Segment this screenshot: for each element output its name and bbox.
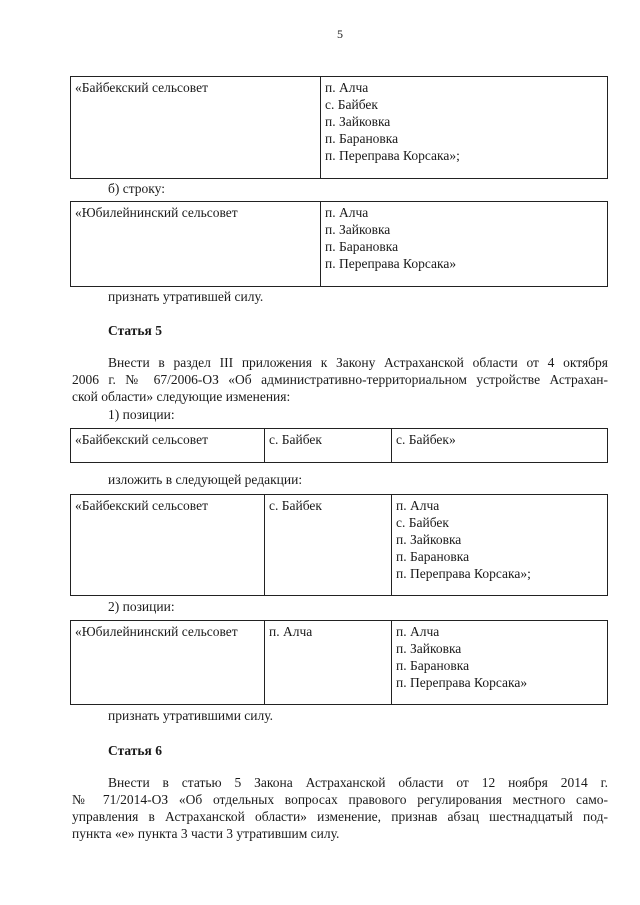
table-position-new bbox=[70, 494, 608, 596]
page-number: 5 bbox=[337, 27, 343, 41]
table-yubileyninsky-settlements bbox=[70, 201, 608, 287]
table-position-yubileyninsky bbox=[70, 620, 608, 705]
article-5-paragraph bbox=[72, 354, 608, 405]
settlement-line: п. Зайковка bbox=[325, 114, 391, 129]
article-5-heading: Статья 5 bbox=[108, 323, 162, 338]
paragraph-line: пункта «е» пункта 3 части 3 утратившим силу. bbox=[72, 826, 340, 841]
table-cell-settlements bbox=[392, 495, 608, 596]
settlement-line: п. Переправа Корсака»; bbox=[325, 148, 460, 163]
table-cell-council: «Байбекский сельсовет bbox=[71, 77, 321, 179]
table-cell-center: п. Алча bbox=[265, 621, 392, 705]
table-cell-council: «Байбекский сельсовет bbox=[71, 429, 265, 463]
settlement-line: с. Байбек bbox=[325, 97, 378, 112]
article-6-heading: Статья 6 bbox=[108, 743, 162, 758]
table-cell-settlements bbox=[321, 202, 608, 287]
table-position-old bbox=[70, 428, 608, 463]
settlement-line: п. Зайковка bbox=[396, 641, 462, 656]
settlement-line: п. Алча bbox=[396, 498, 440, 513]
table-cell-center: с. Байбек bbox=[265, 495, 392, 596]
paragraph-line: № 71/2014-ОЗ «Об отдельных вопросах правового регулирования местного само- bbox=[72, 792, 608, 807]
settlement-line: п. Алча bbox=[325, 205, 369, 220]
settlement-line: п. Переправа Корсака» bbox=[396, 675, 528, 690]
table-cell-settlements bbox=[321, 77, 608, 179]
item-2-label: 2) позиции: bbox=[108, 599, 175, 614]
table-cell-settlements: с. Байбек» bbox=[392, 429, 608, 463]
settlement-line: п. Барановка bbox=[396, 658, 470, 673]
item-1-label: 1) позиции: bbox=[108, 407, 175, 422]
paragraph-line: Внести в раздел III приложения к Закону Астраханской области от 4 октября bbox=[108, 355, 608, 370]
settlement-line: с. Байбек bbox=[396, 515, 449, 530]
settlement-line: п. Барановка bbox=[325, 239, 399, 254]
declare-invalid-text: признать утратившей силу. bbox=[108, 289, 264, 304]
paragraph-line: ской области» следующие изменения: bbox=[72, 389, 291, 404]
table-cell-council: «Байбекский сельсовет bbox=[71, 495, 265, 596]
table-cell-settlements bbox=[392, 621, 608, 705]
settlement-line: п. Переправа Корсака»; bbox=[396, 566, 531, 581]
settlement-line: п. Зайковка bbox=[325, 222, 391, 237]
settlement-line: п. Алча bbox=[396, 624, 440, 639]
item-b-label: б) строку: bbox=[108, 181, 165, 196]
paragraph-line: управления в Астраханской области» изменение, признав абзац шестнадцатый под- bbox=[72, 809, 608, 824]
article-6-paragraph bbox=[72, 774, 608, 842]
declare-invalid-text: признать утратившими силу. bbox=[108, 708, 274, 723]
table-cell-council: «Юбилейнинский сельсовет bbox=[71, 202, 321, 287]
settlement-line: п. Барановка bbox=[325, 131, 399, 146]
settlement-line: п. Алча bbox=[325, 80, 369, 95]
restate-text: изложить в следующей редакции: bbox=[108, 472, 303, 487]
settlement-line: п. Барановка bbox=[396, 549, 470, 564]
table-cell-center: с. Байбек bbox=[265, 429, 392, 463]
paragraph-line: 2006 г. № 67/2006-ОЗ «Об административно-территориальном устройстве Астрахан- bbox=[72, 372, 608, 387]
paragraph-line: Внести в статью 5 Закона Астраханской области от 12 ноября 2014 г. bbox=[108, 775, 608, 790]
table-bajbek-settlements bbox=[70, 76, 608, 179]
settlement-line: п. Переправа Корсака» bbox=[325, 256, 457, 271]
settlement-line: п. Зайковка bbox=[396, 532, 462, 547]
table-cell-council: «Юбилейнинский сельсовет bbox=[71, 621, 265, 705]
